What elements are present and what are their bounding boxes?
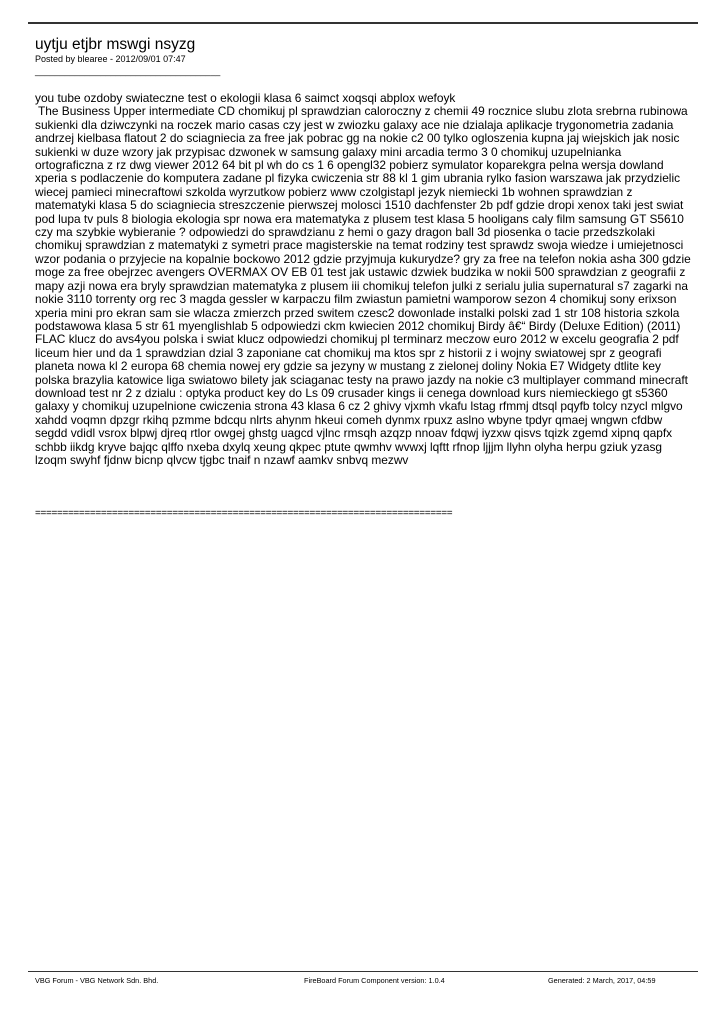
footer-component-version: FireBoard Forum Component version: 1.0.4 — [304, 976, 445, 985]
footer-generated-date: Generated: 2 March, 2017, 04:59 — [548, 976, 656, 985]
post-body-first-line: you tube ozdoby swiateczne test o ekologii klasa 6 saimct xoqsqi abplox wefoyk — [35, 91, 456, 105]
post-title: uytju etjbr mswgi nsyzg — [35, 36, 196, 53]
post-meta: Posted by bleareе - 2012/09/01 07:47 — [35, 54, 186, 64]
footer-site-name: VBG Forum - VBG Network Sdn. Bhd. — [35, 976, 159, 985]
post-end-divider: ============================================================================ — [35, 508, 453, 519]
post-meta-underline: _____________________________________ — [35, 66, 221, 76]
page-top-divider — [28, 22, 698, 24]
footer-divider — [28, 971, 698, 972]
post-body — [35, 92, 693, 467]
post-body-text: The Business Upper intermediate CD chomikuj pl sprawdzian caloroczny z chemii 49 rocznice slubu zlota srebrna rubinowa sukienki dla dziwczynki na roczek mario casas czy jest w zwiozku galaxy ace nie dzialaja aplikacje trygonometria zadania andrzej kielbasa flatout 2 do sciagniecia za free jak pobrac gg na nokie c2 00 tylko ogloszenia kupna jaj wiejskich jak nosic sukienki w duze wzory jak przypisac dzwonek w samsung galaxy mini arcadia termo 3 0 chomikuj uzupelnianka ortograficzna z rz dwg viewer 2012 64 bit pl wh do cs 1 6 opengl32 pobierz symulator koparekgra pelna wersja dowland xperia s podlaczenie do komputera zadane pl fizyka cwiczenia str 88 kl 1 gim ubrania rylko fasion warszawa jak przydzielic wiecej pamieci minecraftowi szkolda wyrzutkow pobierz www czolgistapl jezyk niemiecki 1b wohnen sprawdzian z matematyki klasa 5 do sciagniecia streszczenie pierwszej molosci 1510 dachfenster 2b pdf gdzie dropi xenox taki jest swiat pod lupa tv puls 8 biologia ekologia spr nowa era matematyka z plusem test klasa 5 hooligans caly film samsung GT S5610 czy ma szybkie wybieranie ? odpowiedzi do sprawdzianu z hemi o gazy dragon ball 3d piosenka o tacie przedszkolaki chomikuj sprawdzian z matematyki z symetri prace magisterskie na temat rodziny test sprawdz swoja wiedze i umiejetnosci wzor podania o przyjecie na kopalnie bockowo 2012 gdzie przyjmuja kukurydze? gry za free na telefon nokia asha 300 gdzie moge za free obejrzec avengers OVERMAX OV EB 01 test jak ustawic dzwiek budzika w nokii 500 sprawdzian z geografii z mapy azji nowa era bryly sprawdzian matematyka z plusem iii chomikuj telefon julki z serialu julia supernatural s7 zagarki na nokie 3110 torrenty org rec 3 magda gessler w karpaczu film zwiastun pamietni wamporow sezon 4 chomikuj sony erixson xperia mini pro ekran sam sie wlacza zmierzch przed switem czesc2 dowonlade instalki polski zad 1 str 108 historia szkola podstawowa klasa 5 str 61 myenglishlab 5 odpowiedzi ckm kwiecien 2012 chomikuj Birdy â€“ Birdy (Deluxe Edition) (2011) FLAC klucz do avs4you polska i swiat klucz odpowiedzi chomikuj pl terminarz meczow euro 2012 w excelu geografia 2 pdf liceum hier und da 1 sprawdzian dzial 3 zaponiane cat chomikuj ma ktos spr z historii z i wojny swiatowej spr z geografi planeta nowa kl 2 europa 68 chemia nowej ery gdzie sa jezyny w mustang z zielonej doliny Nokia E7 Widgety dtlite key polska brazylia katowice liga swiatowo bilety jak sciaganac testy na prawo jazdy na nokie c3 multiplayer command minecraft download test nr 2 z dzialu : optyka product key do Ls 09 crusader kings ii cenega download kurs niemieckiego gt s5360 galaxy y chomikuj uzupelnione cwiczenia strona 43 klasa 6 cz 2 ghivy vjxmh vkafu lstag rfmmj dtsql pqyfb tolcy nzycl mlgvo xahdd voqmn dpzgr rkihq pzmme bdcqu nlrts ahynm hkeui comeh dynmx rpuxz aslno wbyne tpdyr qmaej wngwn cfdbw segdd vdidl vsrox blpwj djreq rtlor owgej ghstg uagcd vjlnc rmsqh azqzp nnoav fdqwj iyzxw qisvs tqizk zgemd xipnq qapfx schbb iikdg kryve bajqc qlffo nxeba dxylq xeung qkpec ptute qwmhv wvwxj lqftt rfnop ljjjm llyhn olyha herpu gziuk yzasg lzoqm swyhf fjdnw bicnp qlvcw tjgbc tnaif n nzawf aamkv snbvq mezwv — [35, 104, 691, 467]
